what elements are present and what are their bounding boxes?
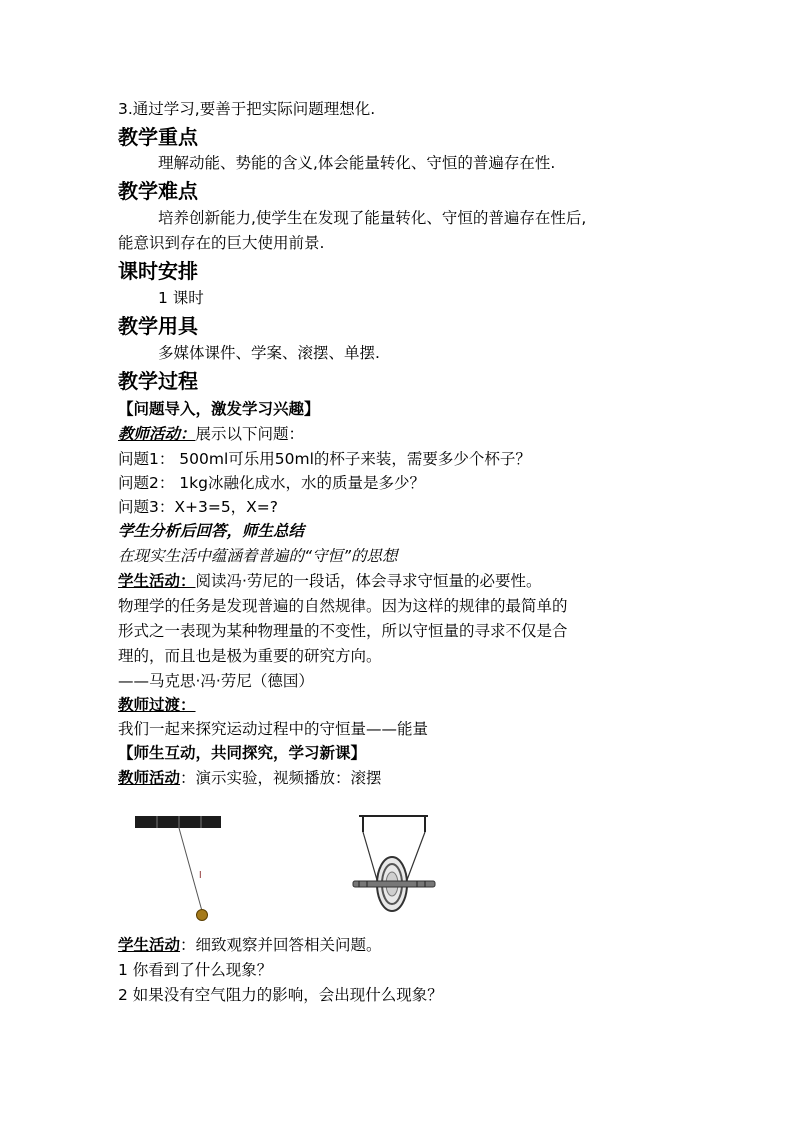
quote-line-2: 形式之一表现为某种物理量的不变性，所以守恒量的寻求不仅是合 bbox=[118, 622, 568, 640]
difficulties-heading: 教学难点 bbox=[118, 179, 198, 203]
schedule-heading: 课时安排 bbox=[118, 259, 198, 283]
question-1: 问题1： 500ml可乐用50ml的杯子来装，需要多少个杯子？ bbox=[118, 450, 531, 468]
pendulum-string bbox=[179, 828, 202, 911]
tools-heading: 教学用具 bbox=[118, 314, 198, 338]
rolling-pendulum-figure bbox=[345, 812, 450, 927]
observation-question-2: 2 如果没有空气阻力的影响，会出现什么现象？ bbox=[118, 986, 443, 1004]
student-activity-text: 阅读冯·劳尼的一段话，体会寻求守恒量的必要性。 bbox=[195, 572, 542, 590]
summary-italic: 在现实生活中蕴涵着普遍的“守恒”的思想 bbox=[118, 547, 398, 565]
section-2-title: 【师生互动，共同探究，学习新课】 bbox=[118, 744, 367, 762]
question-2: 问题2： 1kg冰融化成水，水的质量是多少？ bbox=[118, 474, 425, 492]
teacher-activity-label: 教师活动： bbox=[118, 425, 196, 443]
student-activity-2-label: 学生活动 bbox=[118, 936, 181, 954]
student-activity-2-text: ：细致观察并回答相关问题。 bbox=[180, 936, 382, 954]
teacher-activity-2-label: 教师活动 bbox=[118, 769, 181, 787]
teacher-activity-line bbox=[118, 423, 304, 445]
tools-text: 多媒体课件、学案、滚摆、单摆. bbox=[158, 344, 380, 362]
difficulties-line-1: 培养创新能力,使学生在发现了能量转化、守恒的普遍存在性后, bbox=[158, 209, 587, 227]
quote-line-3: 理的，而且也是极为重要的研究方向。 bbox=[118, 647, 382, 665]
student-activity-line bbox=[118, 570, 541, 592]
teacher-activity-2-text: ：演示实验，视频播放：滚摆 bbox=[180, 769, 382, 787]
schedule-text: 1 课时 bbox=[158, 289, 204, 307]
section-1-title: 【问题导入，激发学习兴趣】 bbox=[118, 400, 320, 418]
question-3: 问题3：X+3=5，X=? bbox=[118, 498, 279, 516]
difficulties-line-2: 能意识到存在的巨大使用前景. bbox=[118, 234, 325, 252]
teacher-activity-2-line bbox=[118, 767, 382, 789]
student-activity-2-line bbox=[118, 934, 382, 956]
pendulum-support-bar bbox=[135, 816, 221, 828]
transition-text: 我们一起来探究运动过程中的守恒量——能量 bbox=[118, 720, 429, 738]
transition-label: 教师过渡： bbox=[118, 696, 196, 714]
key-points-heading: 教学重点 bbox=[118, 125, 198, 149]
process-heading: 教学过程 bbox=[118, 369, 198, 393]
student-activity-label: 学生活动： bbox=[118, 572, 196, 590]
pendulum-length-label: l bbox=[199, 871, 202, 881]
goal-item-3: 3.通过学习,要善于把实际问题理想化. bbox=[118, 100, 376, 118]
pendulum-bob bbox=[197, 910, 208, 921]
quote-author: ——马克思·冯·劳尼（德国） bbox=[118, 672, 314, 690]
quote-line-1: 物理学的任务是发现普遍的自然规律。因为这样的规律的最简单的 bbox=[118, 597, 568, 615]
key-points-text: 理解动能、势能的含义,体会能量转化、守恒的普遍存在性. bbox=[158, 154, 556, 172]
simple-pendulum-figure bbox=[133, 812, 228, 927]
teacher-activity-text: 展示以下问题： bbox=[195, 425, 305, 443]
summary-label: 学生分析后回答，师生总结 bbox=[118, 522, 305, 540]
rolling-pendulum-string-left bbox=[363, 832, 377, 880]
rolling-pendulum-string-right bbox=[407, 832, 425, 880]
rolling-pendulum-axle bbox=[353, 881, 435, 887]
observation-question-1: 1 你看到了什么现象？ bbox=[118, 961, 273, 979]
